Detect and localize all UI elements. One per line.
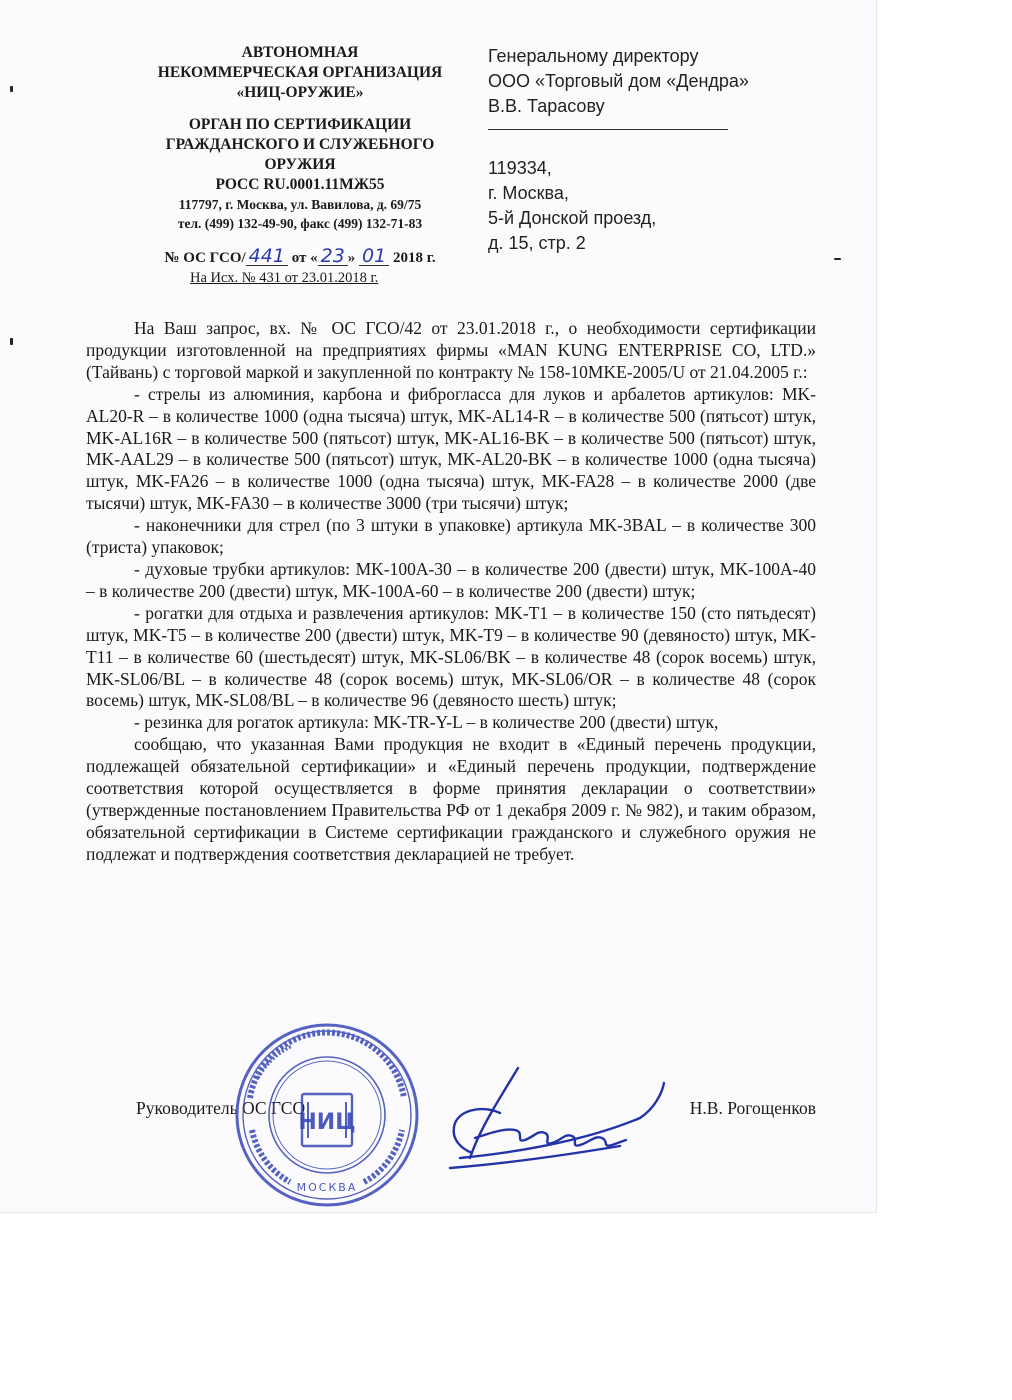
body-item-blowpipes: - духовые трубки артикулов: MK-100A-30 – в количестве 200 (двести) штук, MK-100A-40 – в количестве 200 (двести) штук, MK-100A-60 – в количестве 200 (двести) штук; [86,558,816,601]
org-address: 117797, г. Москва, ул. Вавилова, д. 69/75 [178,197,422,212]
ref-day-close: » [347,250,356,266]
body-item-slingshots: - рогатки для отдыха и развлечения артикулов: MK-T1 – в количестве 150 (сто пятьдесят) штук, MK-T5 – в количестве 200 (двести) штук, MK-T9 – в количестве 90 (девяносто) штук, MK-T11 – в количестве 60 (шестьдесят) штук, MK-SL06/BK – в количестве 48 (сорок восемь) штук, MK-SL06/BL – в количестве 48 (сорок восемь) штук, MK-SL06/OR – в количестве 48 (сорок восемь) штук, MK-SL08/BL – в количестве 96 (девяносто шесть) штук; [86,602,816,711]
signatory-title: Руководитель ОС ГСО [136,1098,306,1118]
ref-from: от « [291,250,318,266]
addressee-building: д. 15, стр. 2 [488,233,586,253]
registration-number: РОСС RU.0001.11МЖ55 [215,176,385,193]
official-stamp [232,1020,422,1210]
body-conclusion: сообщаю, что указанная Вами продукция не входит в «Единый перечень продукции, подлежащей обязательной сертификации» и «Единый перечень продукции, подтверждение соответствия которой осуществляется в форме принятия декларации о соответствии» (утвержденные постановлением Правительства РФ от 1 декабря 2009 г. № 982), и таким образом, обязательной сертификации в Системе сертификации гражданского и служебного оружия не подлежат и подтверждения соответствия декларацией не требует. [86,734,816,864]
body-item-slingshot-bands: - резинка для рогаток артикула: MK-TR-Y-L – в количестве 200 (двести) штук, [134,712,719,733]
letterhead [120,43,480,288]
stamp-center-text: НИЦ [298,1110,356,1135]
scan-speck [834,258,841,260]
signatory-name: Н.В. Рогощенков [689,1098,816,1118]
ref-month-handwritten: 01 [359,247,389,266]
ref-day-handwritten: 23 [318,247,348,266]
addressee-street: 5-й Донской проезд, [488,208,657,228]
addressee-city: г. Москва, [488,183,569,203]
addressee-company: ООО «Торговый дом «Дендра» [488,71,749,91]
ref-number-handwritten: 441 [246,247,288,266]
cert-body-line-1: ОРГАН ПО СЕРТИФИКАЦИИ [188,116,412,133]
addressee-position: Генеральному директору [488,46,699,66]
cert-body-line-2: ГРАЖДАНСКОГО И СЛУЖЕБНОГО [165,136,435,153]
stamp-city-text: МОСКВА [296,1181,358,1194]
addressee-block [488,44,778,256]
org-name-line-3: «НИЦ-ОРУЖИЕ» [236,84,364,101]
addressee-divider [488,129,728,130]
reply-to-reference: На Исх. № 431 от 23.01.2018 г. [190,270,379,286]
org-name-line-2: НЕКОММЕРЧЕСКАЯ ОРГАНИЗАЦИЯ [157,64,443,81]
body-intro: На Ваш запрос, вх. № ОС ГСО/42 от 23.01.2018 г., о необходимости сертификации продукции изготовленной на предприятиях фирмы «MAN KUNG ENTERPRISE CO, LTD.» (Тайвань) с торговой маркой и закупленной по контракту № 158-10MKE-2005/U от 21.04.2005 г.: [86,318,816,382]
org-name-line-1: АВТОНОМНАЯ [241,44,359,61]
addressee-postcode: 119334, [488,158,552,178]
body-item-arrows: - стрелы из алюминия, карбона и фиброгласса для луков и арбалетов артикулов: MK-AL20-R – в количестве 1000 (одна тысяча) штук, MK-AL14-R – в количестве 500 (пятьсот) штук, MK-AL16R – в количестве 500 (пятьсот) штук, MK-AL16-BK – в количестве 500 (пятьсот) штук, MK-AAL29 – в количестве 500 (пятьсот) штук, MK-AL20-BK – в количестве 1000 (одна тысяча) штук, MK-FA26 – в количестве 1000 (одна тысяча) штук, MK-FA28 – в количестве 2000 (две тысячи) штук, MK-FA30 – в количестве 3000 (три тысячи) штук; [86,383,816,514]
letter-body [86,318,816,866]
outgoing-reference [120,247,480,268]
ref-prefix: № ОС ГСО/ [164,250,246,266]
scan-speck [10,86,13,92]
org-phones: тел. (499) 132-49-90, факс (499) 132-71-83 [177,216,423,231]
cert-body-line-3: ОРУЖИЯ [264,156,336,173]
ref-year: 2018 г. [392,250,436,266]
handwritten-signature [430,1058,670,1173]
addressee-name: В.В. Тарасову [488,96,605,116]
scan-speck [10,338,13,345]
body-item-arrowheads: - наконечники для стрел (по 3 штуки в упаковке) артикула MK-3BAL – в количестве 300 (триста) упаковок; [86,515,816,558]
